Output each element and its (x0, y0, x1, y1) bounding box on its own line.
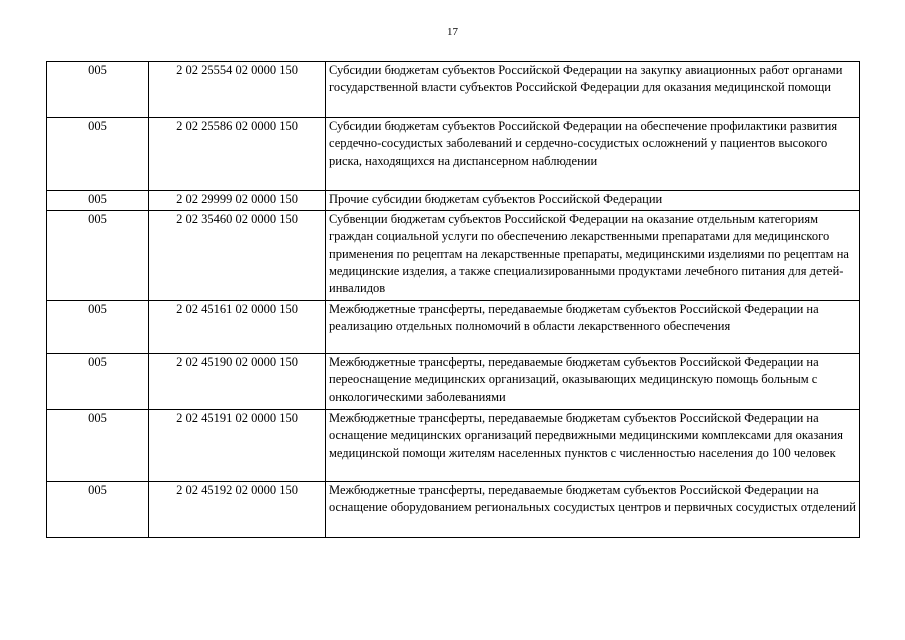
admin-code-cell: 005 (47, 62, 149, 118)
admin-code-cell: 005 (47, 211, 149, 301)
table-row (47, 191, 860, 211)
budget-code-cell: 2 02 25586 02 0000 150 (149, 118, 326, 191)
description-cell: Межбюджетные трансферты, передаваемые бюджетам субъектов Российской Федерации на оснащение оборудованием региональных сосудистых центров и первичных сосудистых отделений (326, 482, 860, 538)
description-cell: Субсидии бюджетам субъектов Российской Федерации на обеспечение профилактики развития сердечно-сосудистых заболеваний и сердечно-сосудистых осложнений у пациентов высокого риска, находящихся на диспансерном наблюдении (326, 118, 860, 191)
table-row (47, 301, 860, 354)
budget-code-cell: 2 02 29999 02 0000 150 (149, 191, 326, 211)
budget-code-cell: 2 02 35460 02 0000 150 (149, 211, 326, 301)
description-cell: Прочие субсидии бюджетам субъектов Российской Федерации (326, 191, 860, 211)
admin-code-cell: 005 (47, 354, 149, 410)
description-cell: Субсидии бюджетам субъектов Российской Федерации на закупку авиационных работ органами государственной власти субъектов Российской Федерации для оказания медицинской помощи (326, 62, 860, 118)
description-cell: Межбюджетные трансферты, передаваемые бюджетам субъектов Российской Федерации на переоснащение медицинских организаций, оказывающих медицинскую помощь больным с онкологическими заболеваниями (326, 354, 860, 410)
admin-code-cell: 005 (47, 301, 149, 354)
description-cell: Межбюджетные трансферты, передаваемые бюджетам субъектов Российской Федерации на реализацию отдельных полномочий в области лекарственного обеспечения (326, 301, 860, 354)
admin-code-cell: 005 (47, 410, 149, 482)
table-row (47, 62, 860, 118)
budget-code-cell: 2 02 45191 02 0000 150 (149, 410, 326, 482)
table-row (47, 211, 860, 301)
budget-code-cell: 2 02 45161 02 0000 150 (149, 301, 326, 354)
budget-codes-table (46, 61, 860, 538)
table-row (47, 482, 860, 538)
description-cell: Субвенции бюджетам субъектов Российской Федерации на оказание отдельным категориям граждан социальной услуги по обеспечению лекарственными препаратами для медицинского применения по рецептам на лекарственные препараты, медицинскими изделиями по рецептам на медицинские изделия, а также специализированными продуктами лечебного питания для детей-инвалидов (326, 211, 860, 301)
admin-code-cell: 005 (47, 191, 149, 211)
admin-code-cell: 005 (47, 118, 149, 191)
budget-code-cell: 2 02 45192 02 0000 150 (149, 482, 326, 538)
table-row (47, 354, 860, 410)
budget-code-cell: 2 02 25554 02 0000 150 (149, 62, 326, 118)
budget-code-cell: 2 02 45190 02 0000 150 (149, 354, 326, 410)
admin-code-cell: 005 (47, 482, 149, 538)
page-number: 17 (447, 26, 458, 38)
description-cell: Межбюджетные трансферты, передаваемые бюджетам субъектов Российской Федерации на оснащение медицинских организаций передвижными медицинскими комплексами для оказания медицинской помощи жителям населенных пунктов с численностью населения до 100 человек (326, 410, 860, 482)
table-row (47, 410, 860, 482)
table-row (47, 118, 860, 191)
